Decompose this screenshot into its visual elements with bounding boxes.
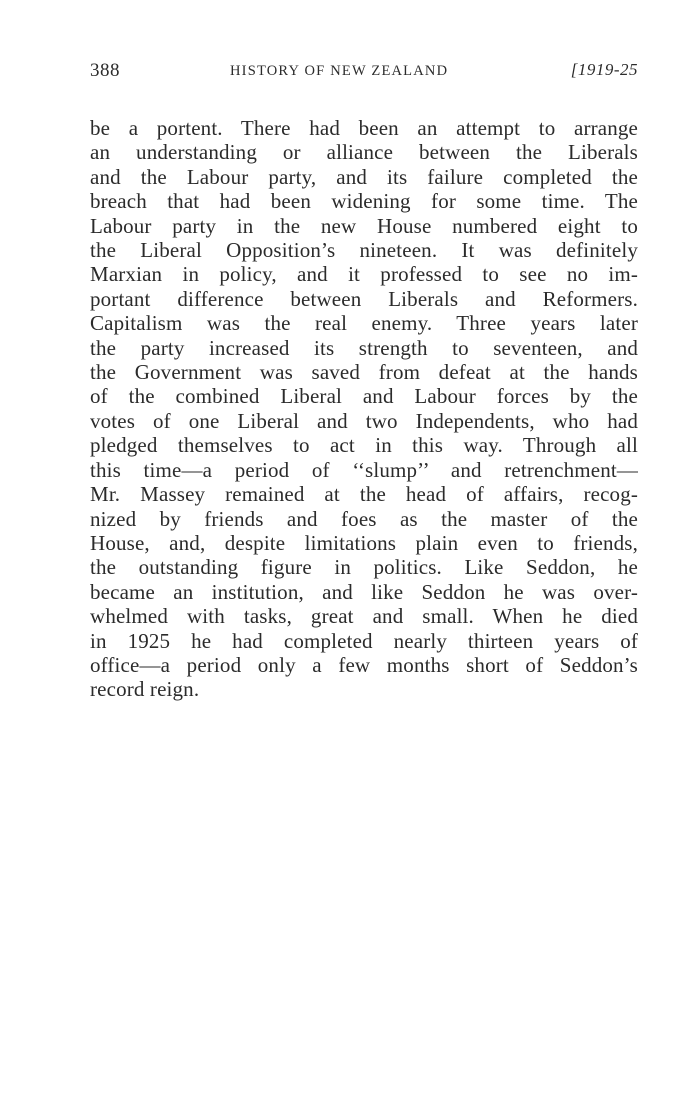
text-line: breach that had been widening for some time. The [90, 189, 638, 214]
text-line: Labour party in the new House numbered eight to [90, 213, 638, 238]
text-line: and the Labour party, and its failure completed the [90, 164, 638, 189]
text-line: whelmed with tasks, great and small. When he died [90, 604, 638, 629]
text-line: nized by friends and foes as the master of the [90, 506, 638, 531]
text-line: an understanding or alliance between the Liberals [90, 140, 638, 165]
running-head [90, 60, 638, 90]
text-line: the party increased its strength to seventeen, and [90, 335, 638, 360]
text-line: record reign. [90, 677, 200, 702]
text-line: this time—a period of ‘‘slump’’ and retrenchment— [90, 457, 638, 482]
text-line: office—a period only a few months short of Seddon’s [90, 652, 638, 677]
text-line: Capitalism was the real enemy. Three years later [90, 311, 638, 336]
body-paragraph [90, 116, 638, 702]
text-line: the Liberal Opposition’s nineteen. It was definitely [90, 238, 638, 263]
page-number: 388 [90, 60, 120, 81]
text-line: Mr. Massey remained at the head of affairs, recog- [90, 482, 638, 507]
text-line: votes of one Liberal and two Independents, who had [90, 408, 638, 433]
text-line: of the combined Liberal and Labour forces by the [90, 384, 638, 409]
text-line: Marxian in policy, and it professed to see no im- [90, 262, 638, 287]
text-line: pledged themselves to act in this way. Through all [90, 433, 638, 458]
text-line: the outstanding figure in politics. Like Seddon, he [90, 555, 638, 580]
date-range: [1919-25 [570, 60, 638, 79]
text-line: became an institution, and like Seddon he was over- [90, 579, 638, 604]
text-line: be a portent. There had been an attempt to arrange [90, 116, 638, 140]
text-line: House, and, despite limitations plain even to friends, [90, 530, 638, 555]
running-title: HISTORY OF NEW ZEALAND [230, 63, 449, 79]
text-line: in 1925 he had completed nearly thirteen years of [90, 628, 638, 653]
text-line: the Government was saved from defeat at the hands [90, 360, 638, 385]
text-line: portant difference between Liberals and Reformers. [90, 286, 638, 311]
